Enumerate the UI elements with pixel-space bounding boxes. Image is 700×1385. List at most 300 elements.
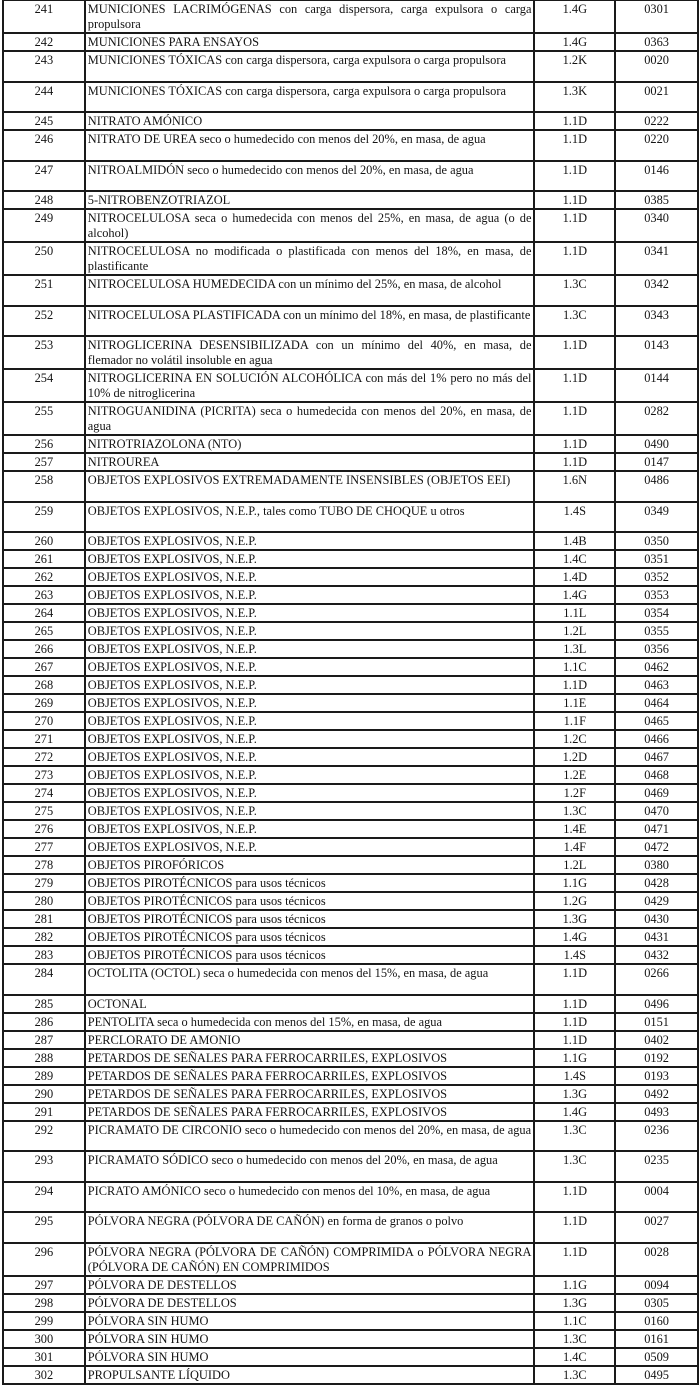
un-number: 0143	[615, 336, 698, 369]
substance-name: NITROCELULOSA HUMEDECIDA con un mínimo del 25%, en masa, de alcohol	[85, 275, 535, 306]
row-number: 277	[3, 838, 85, 856]
table-row	[3, 892, 698, 910]
un-number: 0350	[615, 532, 698, 550]
un-number: 0222	[615, 112, 698, 130]
hazard-division: 1.1F	[534, 712, 615, 730]
substance-name: NITROTRIAZOLONA (NTO)	[85, 435, 535, 453]
un-number: 0349	[615, 502, 698, 533]
table-row	[3, 209, 698, 242]
hazard-division: 1.4C	[534, 550, 615, 568]
substance-name: PICRAMATO SÓDICO seco o humedecido con menos del 20%, en masa, de agua	[85, 1151, 535, 1182]
row-number: 244	[3, 82, 85, 113]
substance-name: OBJETOS EXPLOSIVOS, N.E.P.	[85, 568, 535, 586]
row-number: 298	[3, 1294, 85, 1312]
substance-name: OBJETOS PIROTÉCNICOS para usos técnicos	[85, 874, 535, 892]
un-number: 0161	[615, 1330, 698, 1348]
row-number: 292	[3, 1121, 85, 1152]
hazard-division: 1.1D	[534, 1243, 615, 1276]
row-number: 268	[3, 676, 85, 694]
row-number: 254	[3, 369, 85, 402]
substance-name: OBJETOS EXPLOSIVOS EXTREMADAMENTE INSENSIBLES (OBJETOS EEI)	[85, 471, 535, 502]
table-row	[3, 838, 698, 856]
hazard-division: 1.3C	[534, 306, 615, 337]
substance-name: NITROCELULOSA seca o humedecida con menos del 25%, en masa, de agua (o de alcohol)	[85, 209, 535, 242]
hazard-division: 1.4S	[534, 946, 615, 964]
table-row	[3, 306, 698, 337]
substance-name: PERCLORATO DE AMONIO	[85, 1031, 535, 1049]
row-number: 261	[3, 550, 85, 568]
hazard-division: 1.4G	[534, 1103, 615, 1121]
table-row	[3, 640, 698, 658]
un-number: 0486	[615, 471, 698, 502]
substance-name: OBJETOS EXPLOSIVOS, N.E.P.	[85, 766, 535, 784]
row-number: 276	[3, 820, 85, 838]
hazard-division: 1.2C	[534, 730, 615, 748]
explosives-table	[2, 0, 699, 1385]
hazard-division: 1.1D	[534, 453, 615, 471]
un-number: 0432	[615, 946, 698, 964]
table-row	[3, 928, 698, 946]
hazard-division: 1.1D	[534, 402, 615, 435]
hazard-division: 1.1D	[534, 130, 615, 161]
un-number: 0094	[615, 1276, 698, 1294]
un-number: 0492	[615, 1085, 698, 1103]
row-number: 284	[3, 964, 85, 995]
un-number: 0469	[615, 784, 698, 802]
un-number: 0356	[615, 640, 698, 658]
table-row	[3, 1151, 698, 1182]
row-number: 273	[3, 766, 85, 784]
substance-name: PÓLVORA SIN HUMO	[85, 1312, 535, 1330]
table-row	[3, 1212, 698, 1243]
table-row	[3, 1182, 698, 1213]
hazard-division: 1.1D	[534, 435, 615, 453]
row-number: 263	[3, 586, 85, 604]
substance-name: MUNICIONES TÓXICAS con carga dispersora, carga expulsora o carga propulsora	[85, 51, 535, 82]
substance-name: NITROGLICERINA EN SOLUCIÓN ALCOHÓLICA con más del 1% pero no más del 10% de nitroglicerina	[85, 369, 535, 402]
table-row	[3, 1348, 698, 1366]
un-number: 0341	[615, 242, 698, 275]
hazard-division: 1.1D	[534, 1182, 615, 1213]
hazard-division: 1.2E	[534, 766, 615, 784]
un-number: 0147	[615, 453, 698, 471]
row-number: 253	[3, 336, 85, 369]
table-row	[3, 1366, 698, 1384]
substance-name: OBJETOS EXPLOSIVOS, N.E.P.	[85, 640, 535, 658]
table-row	[3, 33, 698, 51]
hazard-division: 1.1E	[534, 694, 615, 712]
hazard-division: 1.3G	[534, 1294, 615, 1312]
row-number: 267	[3, 658, 85, 676]
un-number: 0340	[615, 209, 698, 242]
substance-name: PETARDOS DE SEÑALES PARA FERROCARRILES, EXPLOSIVOS	[85, 1085, 535, 1103]
row-number: 249	[3, 209, 85, 242]
table-row	[3, 568, 698, 586]
row-number: 271	[3, 730, 85, 748]
substance-name: NITROALMIDÓN seco o humedecido con menos del 20%, en masa, de agua	[85, 161, 535, 192]
row-number: 294	[3, 1182, 85, 1213]
table-row	[3, 676, 698, 694]
table-row	[3, 550, 698, 568]
hazard-division: 1.1D	[534, 964, 615, 995]
un-number: 0266	[615, 964, 698, 995]
table-row	[3, 275, 698, 306]
hazard-division: 1.2K	[534, 51, 615, 82]
substance-name: OBJETOS EXPLOSIVOS, N.E.P.	[85, 694, 535, 712]
un-number: 0490	[615, 435, 698, 453]
table-row	[3, 1049, 698, 1067]
substance-name: OBJETOS EXPLOSIVOS, N.E.P.	[85, 550, 535, 568]
row-number: 296	[3, 1243, 85, 1276]
table-row	[3, 532, 698, 550]
substance-name: OBJETOS EXPLOSIVOS, N.E.P.	[85, 838, 535, 856]
table-row	[3, 435, 698, 453]
hazard-division: 1.2D	[534, 748, 615, 766]
row-number: 297	[3, 1276, 85, 1294]
un-number: 0236	[615, 1121, 698, 1152]
substance-name: OBJETOS EXPLOSIVOS, N.E.P.	[85, 676, 535, 694]
un-number: 0151	[615, 1013, 698, 1031]
substance-name: PICRATO AMÓNICO seco o humedecido con menos del 10%, en masa, de agua	[85, 1182, 535, 1213]
table-row	[3, 1103, 698, 1121]
table-row	[3, 1085, 698, 1103]
un-number: 0343	[615, 306, 698, 337]
row-number: 264	[3, 604, 85, 622]
substance-name: OBJETOS EXPLOSIVOS, N.E.P.	[85, 730, 535, 748]
substance-name: OBJETOS PIROTÉCNICOS para usos técnicos	[85, 946, 535, 964]
table-row	[3, 471, 698, 502]
hazard-division: 1.1D	[534, 1013, 615, 1031]
row-number: 247	[3, 161, 85, 192]
substance-name: OBJETOS EXPLOSIVOS, N.E.P.	[85, 748, 535, 766]
substance-name: PÓLVORA NEGRA (PÓLVORA DE CAÑÓN) COMPRIMIDA o PÓLVORA NEGRA (PÓLVORA DE CAÑÓN) EN COMPRIMIDOS	[85, 1243, 535, 1276]
substance-name: OBJETOS EXPLOSIVOS, N.E.P.	[85, 532, 535, 550]
substance-name: OBJETOS EXPLOSIVOS, N.E.P.	[85, 802, 535, 820]
substance-name: OBJETOS PIROTÉCNICOS para usos técnicos	[85, 892, 535, 910]
hazard-division: 1.1C	[534, 658, 615, 676]
substance-name: NITROCELULOSA PLASTIFICADA con un mínimo del 18%, en masa, de plastificante	[85, 306, 535, 337]
hazard-division: 1.1G	[534, 1276, 615, 1294]
substance-name: OBJETOS EXPLOSIVOS, N.E.P.	[85, 658, 535, 676]
un-number: 0028	[615, 1243, 698, 1276]
hazard-division: 1.3C	[534, 275, 615, 306]
substance-name: PÓLVORA DE DESTELLOS	[85, 1276, 535, 1294]
substance-name: OBJETOS PIROTÉCNICOS para usos técnicos	[85, 910, 535, 928]
un-number: 0471	[615, 820, 698, 838]
row-number: 259	[3, 502, 85, 533]
un-number: 0144	[615, 369, 698, 402]
table-row	[3, 242, 698, 275]
table-row	[3, 964, 698, 995]
hazard-division: 1.1D	[534, 242, 615, 275]
substance-name: NITROGUANIDINA (PICRITA) seca o humedecida con menos del 20%, en masa, de agua	[85, 402, 535, 435]
row-number: 299	[3, 1312, 85, 1330]
table-row	[3, 748, 698, 766]
row-number: 293	[3, 1151, 85, 1182]
hazard-division: 1.4S	[534, 1067, 615, 1085]
table-row	[3, 161, 698, 192]
table-row	[3, 586, 698, 604]
substance-name: PETARDOS DE SEÑALES PARA FERROCARRILES, EXPLOSIVOS	[85, 1067, 535, 1085]
hazard-division: 1.1D	[534, 676, 615, 694]
substance-name: PETARDOS DE SEÑALES PARA FERROCARRILES, EXPLOSIVOS	[85, 1049, 535, 1067]
hazard-division: 1.4G	[534, 928, 615, 946]
un-number: 0509	[615, 1348, 698, 1366]
table-row	[3, 1243, 698, 1276]
row-number: 256	[3, 435, 85, 453]
un-number: 0192	[615, 1049, 698, 1067]
row-number: 282	[3, 928, 85, 946]
row-number: 295	[3, 1212, 85, 1243]
hazard-division: 1.3K	[534, 82, 615, 113]
un-number: 0352	[615, 568, 698, 586]
table-row	[3, 766, 698, 784]
substance-name: OBJETOS EXPLOSIVOS, N.E.P.	[85, 622, 535, 640]
hazard-division: 1.4G	[534, 33, 615, 51]
hazard-division: 1.1D	[534, 369, 615, 402]
table-row	[3, 622, 698, 640]
un-number: 0465	[615, 712, 698, 730]
substance-name: NITROCELULOSA no modificada o plastificada con menos del 18%, en masa, de plastificante	[85, 242, 535, 275]
un-number: 0235	[615, 1151, 698, 1182]
un-number: 0428	[615, 874, 698, 892]
un-number: 0472	[615, 838, 698, 856]
substance-name: PENTOLITA seca o humedecida con menos del 15%, en masa, de agua	[85, 1013, 535, 1031]
row-number: 290	[3, 1085, 85, 1103]
row-number: 287	[3, 1031, 85, 1049]
un-number: 0193	[615, 1067, 698, 1085]
row-number: 286	[3, 1013, 85, 1031]
row-number: 246	[3, 130, 85, 161]
un-number: 0402	[615, 1031, 698, 1049]
hazard-division: 1.3L	[534, 640, 615, 658]
un-number: 0464	[615, 694, 698, 712]
row-number: 289	[3, 1067, 85, 1085]
substance-name: PETARDOS DE SEÑALES PARA FERROCARRILES, EXPLOSIVOS	[85, 1103, 535, 1121]
table-row	[3, 130, 698, 161]
hazard-division: 1.1D	[534, 161, 615, 192]
table-row	[3, 1294, 698, 1312]
un-number: 0463	[615, 676, 698, 694]
hazard-division: 1.3C	[534, 1121, 615, 1152]
substance-name: OBJETOS EXPLOSIVOS, N.E.P.	[85, 712, 535, 730]
hazard-division: 1.3C	[534, 802, 615, 820]
row-number: 258	[3, 471, 85, 502]
un-number: 0470	[615, 802, 698, 820]
un-number: 0146	[615, 161, 698, 192]
un-number: 0430	[615, 910, 698, 928]
hazard-division: 1.1D	[534, 191, 615, 209]
hazard-division: 1.3C	[534, 1366, 615, 1384]
table-row	[3, 874, 698, 892]
hazard-division: 1.2L	[534, 622, 615, 640]
hazard-division: 1.1C	[534, 1312, 615, 1330]
hazard-division: 1.1D	[534, 1212, 615, 1243]
un-number: 0021	[615, 82, 698, 113]
row-number: 270	[3, 712, 85, 730]
un-number: 0495	[615, 1366, 698, 1384]
hazard-division: 1.4S	[534, 502, 615, 533]
substance-name: OCTOLITA (OCTOL) seca o humedecida con menos del 15%, en masa, de agua	[85, 964, 535, 995]
hazard-division: 1.3C	[534, 1151, 615, 1182]
hazard-division: 1.1G	[534, 1049, 615, 1067]
table-body	[3, 0, 698, 1384]
row-number: 260	[3, 532, 85, 550]
table-row	[3, 1330, 698, 1348]
hazard-division: 1.3G	[534, 910, 615, 928]
hazard-division: 1.4G	[534, 0, 615, 33]
hazard-division: 1.1G	[534, 874, 615, 892]
substance-name: OBJETOS PIROFÓRICOS	[85, 856, 535, 874]
table-row	[3, 1013, 698, 1031]
table-row	[3, 995, 698, 1013]
hazard-division: 1.4C	[534, 1348, 615, 1366]
table-row	[3, 502, 698, 533]
row-number: 300	[3, 1330, 85, 1348]
substance-name: PROPULSANTE LÍQUIDO	[85, 1366, 535, 1384]
substance-name: 5-NITROBENZOTRIAZOL	[85, 191, 535, 209]
un-number: 0220	[615, 130, 698, 161]
row-number: 241	[3, 0, 85, 33]
row-number: 275	[3, 802, 85, 820]
substance-name: MUNICIONES LACRIMÓGENAS con carga dispersora, carga expulsora o carga propulsora	[85, 0, 535, 33]
table-row	[3, 82, 698, 113]
un-number: 0351	[615, 550, 698, 568]
un-number: 0380	[615, 856, 698, 874]
hazard-division: 1.4E	[534, 820, 615, 838]
row-number: 272	[3, 748, 85, 766]
hazard-division: 1.4G	[534, 586, 615, 604]
hazard-division: 1.4B	[534, 532, 615, 550]
substance-name: OBJETOS PIROTÉCNICOS para usos técnicos	[85, 928, 535, 946]
un-number: 0431	[615, 928, 698, 946]
un-number: 0467	[615, 748, 698, 766]
hazard-division: 1.2L	[534, 856, 615, 874]
row-number: 245	[3, 112, 85, 130]
row-number: 251	[3, 275, 85, 306]
un-number: 0385	[615, 191, 698, 209]
table-row	[3, 820, 698, 838]
substance-name: NITROUREA	[85, 453, 535, 471]
un-number: 0429	[615, 892, 698, 910]
row-number: 243	[3, 51, 85, 82]
row-number: 301	[3, 1348, 85, 1366]
table-row	[3, 910, 698, 928]
row-number: 269	[3, 694, 85, 712]
substance-name: OBJETOS EXPLOSIVOS, N.E.P.	[85, 586, 535, 604]
row-number: 288	[3, 1049, 85, 1067]
table-row	[3, 453, 698, 471]
table-row	[3, 1067, 698, 1085]
row-number: 278	[3, 856, 85, 874]
substance-name: OBJETOS EXPLOSIVOS, N.E.P., tales como TUBO DE CHOQUE u otros	[85, 502, 535, 533]
substance-name: PICRAMATO DE CIRCONIO seco o humedecido con menos del 20%, en masa, de agua	[85, 1121, 535, 1152]
substance-name: PÓLVORA SIN HUMO	[85, 1348, 535, 1366]
hazard-division: 1.4F	[534, 838, 615, 856]
row-number: 257	[3, 453, 85, 471]
hazard-division: 1.1L	[534, 604, 615, 622]
row-number: 248	[3, 191, 85, 209]
table-row	[3, 1031, 698, 1049]
substance-name: MUNICIONES TÓXICAS con carga dispersora, carga expulsora o carga propulsora	[85, 82, 535, 113]
row-number: 252	[3, 306, 85, 337]
hazard-division: 1.1D	[534, 1031, 615, 1049]
table-row	[3, 51, 698, 82]
table-row	[3, 604, 698, 622]
table-row	[3, 730, 698, 748]
un-number: 0355	[615, 622, 698, 640]
un-number: 0301	[615, 0, 698, 33]
row-number: 280	[3, 892, 85, 910]
hazard-division: 1.4D	[534, 568, 615, 586]
un-number: 0462	[615, 658, 698, 676]
un-number: 0020	[615, 51, 698, 82]
table-row	[3, 1121, 698, 1152]
row-number: 262	[3, 568, 85, 586]
row-number: 265	[3, 622, 85, 640]
table-row	[3, 802, 698, 820]
substance-name: PÓLVORA NEGRA (PÓLVORA DE CAÑÓN) en forma de granos o polvo	[85, 1212, 535, 1243]
substance-name: OBJETOS EXPLOSIVOS, N.E.P.	[85, 784, 535, 802]
table-row	[3, 658, 698, 676]
table-row	[3, 402, 698, 435]
substance-name: PÓLVORA SIN HUMO	[85, 1330, 535, 1348]
substance-name: MUNICIONES PARA ENSAYOS	[85, 33, 535, 51]
table-row	[3, 1276, 698, 1294]
table-row	[3, 0, 698, 33]
substance-name: NITRATO DE UREA seco o humedecido con menos del 20%, en masa, de agua	[85, 130, 535, 161]
hazard-division: 1.3G	[534, 1085, 615, 1103]
table-row	[3, 784, 698, 802]
substance-name: NITROGLICERINA DESENSIBILIZADA con un mínimo del 40%, en masa, de flemador no volátil insoluble en agua	[85, 336, 535, 369]
hazard-division: 1.6N	[534, 471, 615, 502]
table-row	[3, 712, 698, 730]
un-number: 0363	[615, 33, 698, 51]
row-number: 266	[3, 640, 85, 658]
hazard-division: 1.1D	[534, 995, 615, 1013]
substance-name: OBJETOS EXPLOSIVOS, N.E.P.	[85, 820, 535, 838]
table-row	[3, 946, 698, 964]
hazard-division: 1.2F	[534, 784, 615, 802]
row-number: 250	[3, 242, 85, 275]
row-number: 285	[3, 995, 85, 1013]
un-number: 0027	[615, 1212, 698, 1243]
un-number: 0160	[615, 1312, 698, 1330]
row-number: 242	[3, 33, 85, 51]
table-row	[3, 369, 698, 402]
row-number: 283	[3, 946, 85, 964]
row-number: 255	[3, 402, 85, 435]
row-number: 291	[3, 1103, 85, 1121]
un-number: 0496	[615, 995, 698, 1013]
un-number: 0354	[615, 604, 698, 622]
substance-name: NITRATO AMÓNICO	[85, 112, 535, 130]
un-number: 0468	[615, 766, 698, 784]
row-number: 279	[3, 874, 85, 892]
table-row	[3, 1312, 698, 1330]
table-row	[3, 856, 698, 874]
row-number: 302	[3, 1366, 85, 1384]
table-row	[3, 112, 698, 130]
substance-name: PÓLVORA DE DESTELLOS	[85, 1294, 535, 1312]
table-row	[3, 694, 698, 712]
table-row	[3, 191, 698, 209]
substance-name: OBJETOS EXPLOSIVOS, N.E.P.	[85, 604, 535, 622]
substance-name: OCTONAL	[85, 995, 535, 1013]
row-number: 281	[3, 910, 85, 928]
un-number: 0466	[615, 730, 698, 748]
un-number: 0493	[615, 1103, 698, 1121]
